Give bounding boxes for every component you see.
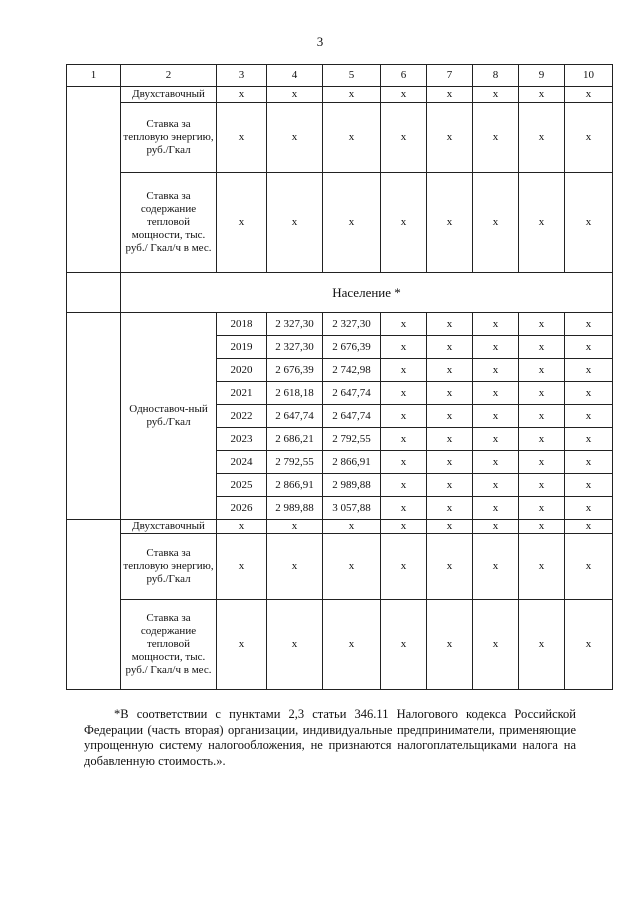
row-label: Двухставочный xyxy=(121,520,217,534)
row-label: Ставка за содержание тепловой мощности, тыс. руб./ Гкал/ч в мес. xyxy=(121,173,217,273)
value-cell: x xyxy=(565,382,613,405)
header-cell: 6 xyxy=(381,65,427,87)
value-cell: x xyxy=(427,382,473,405)
year-cell: 2018 xyxy=(217,313,267,336)
value-cell: x xyxy=(381,405,427,428)
value-cell: x xyxy=(381,87,427,103)
value-cell: x xyxy=(381,520,427,534)
value-cell: x xyxy=(519,600,565,690)
value-cell: x xyxy=(267,173,323,273)
value-cell: x xyxy=(519,313,565,336)
value-cell: x xyxy=(217,87,267,103)
top-capacity-rate-row xyxy=(67,173,613,273)
value-cell: x xyxy=(473,428,519,451)
value-cell: x xyxy=(381,428,427,451)
tariff-h2-cell: 2 647,74 xyxy=(323,382,381,405)
blank-cell xyxy=(67,87,121,273)
value-cell: x xyxy=(473,173,519,273)
value-cell: x xyxy=(473,336,519,359)
blank-cell xyxy=(67,520,121,690)
value-cell: x xyxy=(473,474,519,497)
value-cell: x xyxy=(427,359,473,382)
year-cell: 2024 xyxy=(217,451,267,474)
value-cell: x xyxy=(267,520,323,534)
tariff-h1-cell: 2 676,39 xyxy=(267,359,323,382)
value-cell: x xyxy=(381,474,427,497)
header-cell: 3 xyxy=(217,65,267,87)
value-cell: x xyxy=(565,600,613,690)
footnote-text: *В соответствии с пунктами 2,3 статьи 346.11 Налогового кодекса Российской Федерации (часть вторая) организации, индивидуальные предприниматели, применяющие упрощенную систему налогообложения, не признаются налогоплательщиками налога на добавленную стоимость.». xyxy=(84,707,576,768)
value-cell: x xyxy=(565,103,613,173)
value-cell: x xyxy=(473,600,519,690)
value-cell: x xyxy=(217,600,267,690)
tariff-h2-cell: 2 327,30 xyxy=(323,313,381,336)
value-cell: x xyxy=(565,405,613,428)
header-cell: 8 xyxy=(473,65,519,87)
value-cell: x xyxy=(565,173,613,273)
value-cell: x xyxy=(267,600,323,690)
value-cell: x xyxy=(217,173,267,273)
tariff-h1-cell: 2 989,88 xyxy=(267,497,323,520)
tariff-h1-cell: 2 647,74 xyxy=(267,405,323,428)
value-cell: x xyxy=(473,103,519,173)
value-cell: x xyxy=(427,313,473,336)
tariff-h1-cell: 2 327,30 xyxy=(267,336,323,359)
value-cell: x xyxy=(473,497,519,520)
header-cell: 10 xyxy=(565,65,613,87)
value-cell: x xyxy=(565,520,613,534)
year-cell: 2020 xyxy=(217,359,267,382)
tariff-h1-cell: 2 792,55 xyxy=(267,451,323,474)
value-cell: x xyxy=(323,103,381,173)
header-cell: 9 xyxy=(519,65,565,87)
header-cell: 7 xyxy=(427,65,473,87)
value-cell: x xyxy=(427,103,473,173)
blank-cell xyxy=(67,313,121,520)
value-cell: x xyxy=(519,405,565,428)
value-cell: x xyxy=(217,534,267,600)
header-cell: 2 xyxy=(121,65,217,87)
value-cell: x xyxy=(519,382,565,405)
value-cell: x xyxy=(381,497,427,520)
top-heat-rate-row xyxy=(67,103,613,173)
value-cell: x xyxy=(323,600,381,690)
value-cell: x xyxy=(381,313,427,336)
value-cell: x xyxy=(519,87,565,103)
row-label: Двухставочный xyxy=(121,87,217,103)
value-cell: x xyxy=(519,451,565,474)
value-cell: x xyxy=(217,103,267,173)
header-cell: 1 xyxy=(67,65,121,87)
value-cell: x xyxy=(267,87,323,103)
tariff-table xyxy=(66,64,613,690)
value-cell: x xyxy=(427,405,473,428)
value-cell: x xyxy=(519,497,565,520)
year-cell: 2022 xyxy=(217,405,267,428)
value-cell: x xyxy=(519,474,565,497)
value-cell: x xyxy=(519,359,565,382)
value-cell: x xyxy=(381,103,427,173)
tariff-h2-cell: 2 989,88 xyxy=(323,474,381,497)
tariff-h2-cell: 3 057,88 xyxy=(323,497,381,520)
year-cell: 2021 xyxy=(217,382,267,405)
bottom-dual-rate-row xyxy=(67,520,613,534)
value-cell: x xyxy=(473,313,519,336)
value-cell: x xyxy=(427,336,473,359)
value-cell: x xyxy=(381,451,427,474)
year-cell: 2025 xyxy=(217,474,267,497)
value-cell: x xyxy=(427,87,473,103)
value-cell: x xyxy=(519,173,565,273)
value-cell: x xyxy=(473,520,519,534)
value-cell: x xyxy=(565,534,613,600)
tariff-h2-cell: 2 742,98 xyxy=(323,359,381,382)
value-cell: x xyxy=(565,87,613,103)
value-cell: x xyxy=(565,451,613,474)
value-cell: x xyxy=(519,534,565,600)
value-cell: x xyxy=(323,173,381,273)
tariff-h1-cell: 2 686,21 xyxy=(267,428,323,451)
tariff-h1-cell: 2 866,91 xyxy=(267,474,323,497)
year-row xyxy=(67,313,613,336)
value-cell: x xyxy=(519,520,565,534)
bottom-heat-rate-row xyxy=(67,534,613,600)
value-cell: x xyxy=(519,103,565,173)
value-cell: x xyxy=(427,600,473,690)
tariff-h1-cell: 2 618,18 xyxy=(267,382,323,405)
section-title: Население * xyxy=(121,273,613,313)
page-number: 3 xyxy=(316,34,324,49)
tariff-h2-cell: 2 676,39 xyxy=(323,336,381,359)
value-cell: x xyxy=(427,534,473,600)
tariff-h1-cell: 2 327,30 xyxy=(267,313,323,336)
value-cell: x xyxy=(427,520,473,534)
value-cell: x xyxy=(323,87,381,103)
value-cell: x xyxy=(519,428,565,451)
row-label: Ставка за содержание тепловой мощности, тыс. руб./ Гкал/ч в мес. xyxy=(121,600,217,690)
row-label: Ставка за тепловую энергию, руб./Гкал xyxy=(121,534,217,600)
year-cell: 2026 xyxy=(217,497,267,520)
header-cell: 5 xyxy=(323,65,381,87)
value-cell: x xyxy=(267,103,323,173)
year-rows xyxy=(67,313,613,520)
value-cell: x xyxy=(473,534,519,600)
value-cell: x xyxy=(323,534,381,600)
value-cell: x xyxy=(217,520,267,534)
tariff-h2-cell: 2 647,74 xyxy=(323,405,381,428)
value-cell: x xyxy=(427,497,473,520)
value-cell: x xyxy=(427,428,473,451)
value-cell: x xyxy=(565,428,613,451)
single-rate-label: Одноставоч-ный руб./Гкал xyxy=(121,313,217,520)
value-cell: x xyxy=(473,382,519,405)
value-cell: x xyxy=(381,336,427,359)
value-cell: x xyxy=(381,173,427,273)
value-cell: x xyxy=(427,474,473,497)
value-cell: x xyxy=(381,534,427,600)
value-cell: x xyxy=(565,497,613,520)
year-cell: 2019 xyxy=(217,336,267,359)
value-cell: x xyxy=(381,382,427,405)
value-cell: x xyxy=(323,520,381,534)
value-cell: x xyxy=(381,359,427,382)
value-cell: x xyxy=(381,600,427,690)
value-cell: x xyxy=(473,359,519,382)
value-cell: x xyxy=(473,405,519,428)
bottom-capacity-rate-row xyxy=(67,600,613,690)
value-cell: x xyxy=(565,359,613,382)
header-cell: 4 xyxy=(267,65,323,87)
blank-cell xyxy=(67,273,121,313)
value-cell: x xyxy=(565,313,613,336)
value-cell: x xyxy=(565,474,613,497)
value-cell: x xyxy=(267,534,323,600)
footnote xyxy=(84,707,576,769)
value-cell: x xyxy=(473,87,519,103)
table-header-row xyxy=(67,65,613,87)
tariff-h2-cell: 2 866,91 xyxy=(323,451,381,474)
value-cell: x xyxy=(427,173,473,273)
tariff-h2-cell: 2 792,55 xyxy=(323,428,381,451)
row-label: Ставка за тепловую энергию, руб./Гкал xyxy=(121,103,217,173)
population-section-row xyxy=(67,273,613,313)
top-dual-rate-row xyxy=(67,87,613,103)
year-cell: 2023 xyxy=(217,428,267,451)
value-cell: x xyxy=(565,336,613,359)
value-cell: x xyxy=(519,336,565,359)
value-cell: x xyxy=(427,451,473,474)
value-cell: x xyxy=(473,451,519,474)
